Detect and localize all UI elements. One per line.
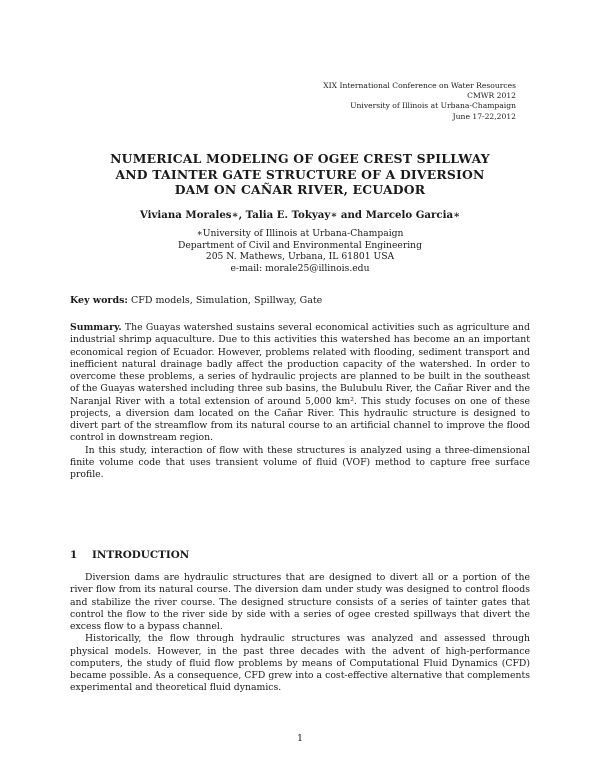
title-line: NUMERICAL MODELING OF OGEE CREST SPILLWAY xyxy=(110,151,490,166)
intro-paragraph: Historically, the flow through hydraulic structures was analyzed and assessed through physical models. However, in the past three decades with the advent of high-performance computers, the study of fluid flow problems by means of Computational Fluid Dynamics (CFD) became possible. As a consequence, CFD grew into a cost-effective alternative that complements experimental and theoretical fluid dynamics. xyxy=(70,633,530,694)
intro-paragraph: Diversion dams are hydraulic structures that are designed to divert all or a portion of the river flow from its natural course. The diversion dam under study was designed to control floods and stabilize the river course. The designed structure consists of a series of tainter gates that control the flow to the river side by side with a series of ogee crested spillways that divert the excess flow to a bypass channel. xyxy=(70,572,530,632)
title-line: AND TAINTER GATE STRUCTURE OF A DIVERSION xyxy=(115,166,485,182)
header-line: XIX International Conference on Water Resources xyxy=(323,81,516,90)
section-heading xyxy=(70,549,530,561)
paper-title xyxy=(70,151,530,198)
author-list: Viviana Morales∗, Talia E. Tokyay∗ and Marcelo Garcia∗ xyxy=(139,209,461,221)
summary-section xyxy=(70,322,530,481)
page-number: 1 xyxy=(296,733,304,744)
section-title: INTRODUCTION xyxy=(92,549,190,561)
header-line: University of Illinois at Urbana-Champaign xyxy=(350,101,516,111)
conference-header xyxy=(323,81,516,122)
summary-paragraph: In this study, interaction of flow with these structures is analyzed using a three-dimensional finite volume code that uses transient volume of fluid (VOF) method to capture free surface profile. xyxy=(70,444,530,480)
summary-text: The Guayas watershed sustains several economical activities such as agriculture and industrial shrimp aquaculture. Due to this activities this watershed has become an an important economical region of Ecuador. However, problems related with flooding, sediment transport and inefficient natural drainage badly affect the production capacity of the watershed. In order to overcome these problems, a series of hydraulic projects are planned to be built in the southeast of the Guayas watershed including three sub basins, the Bulubulu River, the Cañar River and the Naranjal River with a total extension of around 5,000 km². This study focuses on one of these projects, a diversion dam located on the Cañar River. This hydraulic structure is designed to divert part of the streamflow from its natural course to an artificial channel to improve the flood control in downstream region. xyxy=(70,322,530,444)
affiliation-line: ∗University of Illinois at Urbana-Champaign xyxy=(196,228,404,239)
keywords xyxy=(70,295,530,306)
introduction-body xyxy=(70,572,530,695)
affiliation xyxy=(70,228,530,274)
keywords-label: Key words: xyxy=(70,295,128,306)
header-line: June 17-22,2012 xyxy=(452,111,516,121)
title-line: DAM ON CAÑAR RIVER, ECUADOR xyxy=(174,182,426,198)
summary-paragraph xyxy=(70,322,530,445)
affiliation-line: 205 N. Mathews, Urbana, IL 61801 USA xyxy=(205,251,395,263)
summary-label: Summary. xyxy=(70,322,122,333)
keywords-text: CFD models, Simulation, Spillway, Gate xyxy=(130,295,323,306)
affiliation-email: e-mail: morale25@illinois.edu xyxy=(230,262,370,274)
affiliation-line: Department of Civil and Environmental Engineering xyxy=(178,239,422,251)
header-line: CMWR 2012 xyxy=(467,91,516,101)
section-number: 1 xyxy=(70,549,78,561)
